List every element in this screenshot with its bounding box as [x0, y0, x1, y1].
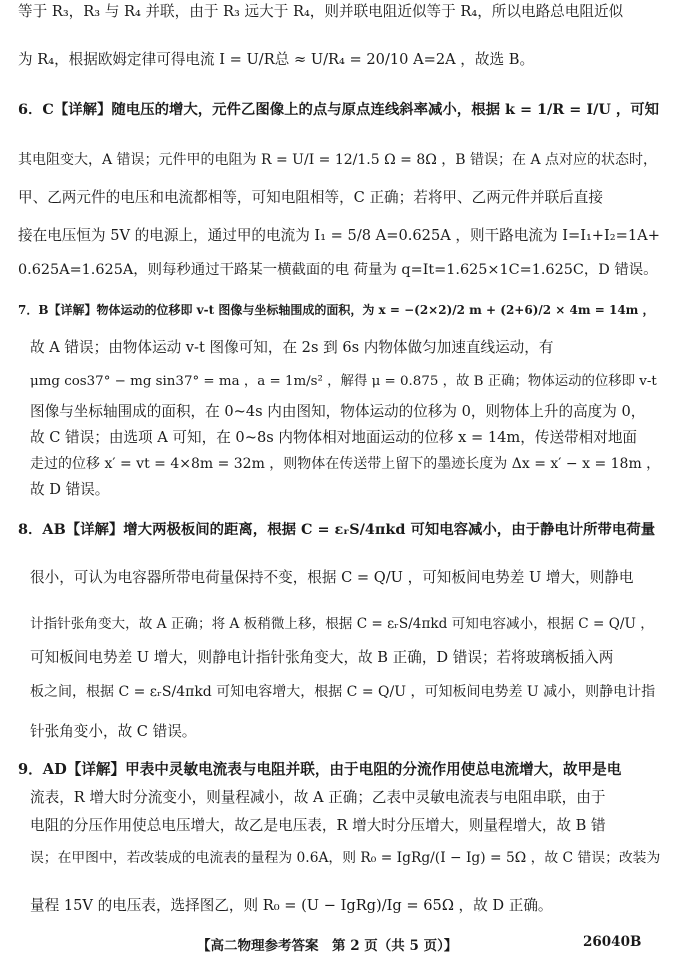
text-line: 可知板间电势差 U 增大，则静电计指针张角变大，故 B 正确，D 错误；若将玻璃板插入两 — [30, 649, 614, 666]
footer-title: 【高二物理参考答案 第 2 页（共 5 页）】 — [197, 938, 458, 954]
answer-item-7: 7．B【详解】物体运动的位移即 v-t 图像与坐标轴围成的面积，为 x = −(2×2)/2 m + (2+6)/2 × 4m = 14m ， — [18, 303, 655, 317]
text-line: 针张角变小，故 C 错误。 — [30, 723, 197, 740]
text-line: 为 R₄，根据欧姆定律可得电流 I = U/R总 ≈ U/R₄ = 20/10 A=2A ，故选 B。 — [18, 51, 535, 68]
text-line: 板之间，根据 C = εᵣS/4πkd 可知电容增大，根据 C = Q/U ，可知板间电势差 U 减小，则静电计指 — [30, 684, 656, 700]
text-line: 故 C 错误；由选项 A 可知，在 0~8s 内物体相对地面运动的位移 x = 14m，传送带相对地面 — [30, 429, 638, 446]
text-line: 计指针张角变大，故 A 正确；将 A 板稍微上移，根据 C = εᵣS/4πkd 可知电容减小，根据 C = Q/U ， — [30, 616, 654, 632]
answer-item-6: 6．C【详解】随电压的增大，元件乙图像上的点与原点连线斜率减小，根据 k = 1/R = I/U ，可知 — [18, 101, 660, 118]
text-line: 量程 15V 的电压表，选择图乙，则 R₀ = (U − IgRg)/Ig = 65Ω ，故 D 正确。 — [30, 897, 553, 914]
text-line: 流表，R 增大时分流变小，则量程减小，故 A 正确；乙表中灵敏电流表与电阻串联，由于 — [30, 789, 606, 806]
text-line: 其电阻变大，A 错误；元件甲的电阻为 R = U/I = 12/1.5 Ω = 8Ω ，B 错误；在 A 点对应的状态时， — [18, 152, 658, 168]
text-line: μmg cos37° − mg sin37° = ma ，a = 1m/s² ，解得 μ = 0.875 ，故 B 正确；物体运动的位移即 v-t — [30, 374, 657, 389]
text-line: 电阻的分压作用使总电压增大，故乙是电压表，R 增大时分压增大，则量程增大，故 B 错 — [30, 817, 606, 834]
text-line: 很小，可认为电容器所带电荷量保持不变，根据 C = Q/U ，可知板间电势差 U 增大，则静电 — [30, 569, 634, 586]
text-line: 图像与坐标轴围成的面积，在 0~4s 内由图知，物体运动的位移为 0，则物体上升的高度为 0， — [30, 403, 646, 420]
text-line: 误；在甲图中，若改装成的电流表的量程为 0.6A，则 R₀ = IgRg/(I − Ig) = 5Ω ，故 C 错误；改装为 — [30, 850, 661, 866]
footer-code: 26040B — [583, 934, 642, 950]
answer-item-9: 9．AD【详解】甲表中灵敏电流表与电阻并联，由于电阻的分流作用使总电流增大，故甲是电 — [18, 761, 622, 778]
text-line: 甲、乙两元件的电压和电流都相等，可知电阻相等，C 正确；若将甲、乙两元件并联后直接 — [18, 189, 603, 206]
text-line: 接在电压恒为 5V 的电源上，通过甲的电流为 I₁ = 5/8 A=0.625A ，则干路电流为 I=I₁+I₂=1A+ — [18, 227, 660, 244]
text-line: 0.625A=1.625A，则每秒通过干路某一横截面的电 荷量为 q=It=1.625×1C=1.625C，D 错误。 — [18, 262, 658, 278]
text-line: 故 D 错误。 — [30, 481, 110, 498]
text-line: 等于 R₃，R₃ 与 R₄ 并联，由于 R₃ 远大于 R₄，则并联电阻近似等于 R₄，所以电路总电阻近似 — [18, 3, 624, 20]
text-line: 走过的位移 x′ = vt = 4×8m = 32m ，则物体在传送带上留下的墨迹长度为 Δx = x′ − x = 18m ， — [30, 456, 661, 472]
text-line: 故 A 错误；由物体运动 v-t 图像可知，在 2s 到 6s 内物体做匀加速直线运动，有 — [30, 339, 554, 356]
answer-item-8: 8．AB【详解】增大两极板间的距离，根据 C = εᵣS/4πkd 可知电容减小，由于静电计所带电荷量 — [18, 521, 656, 538]
